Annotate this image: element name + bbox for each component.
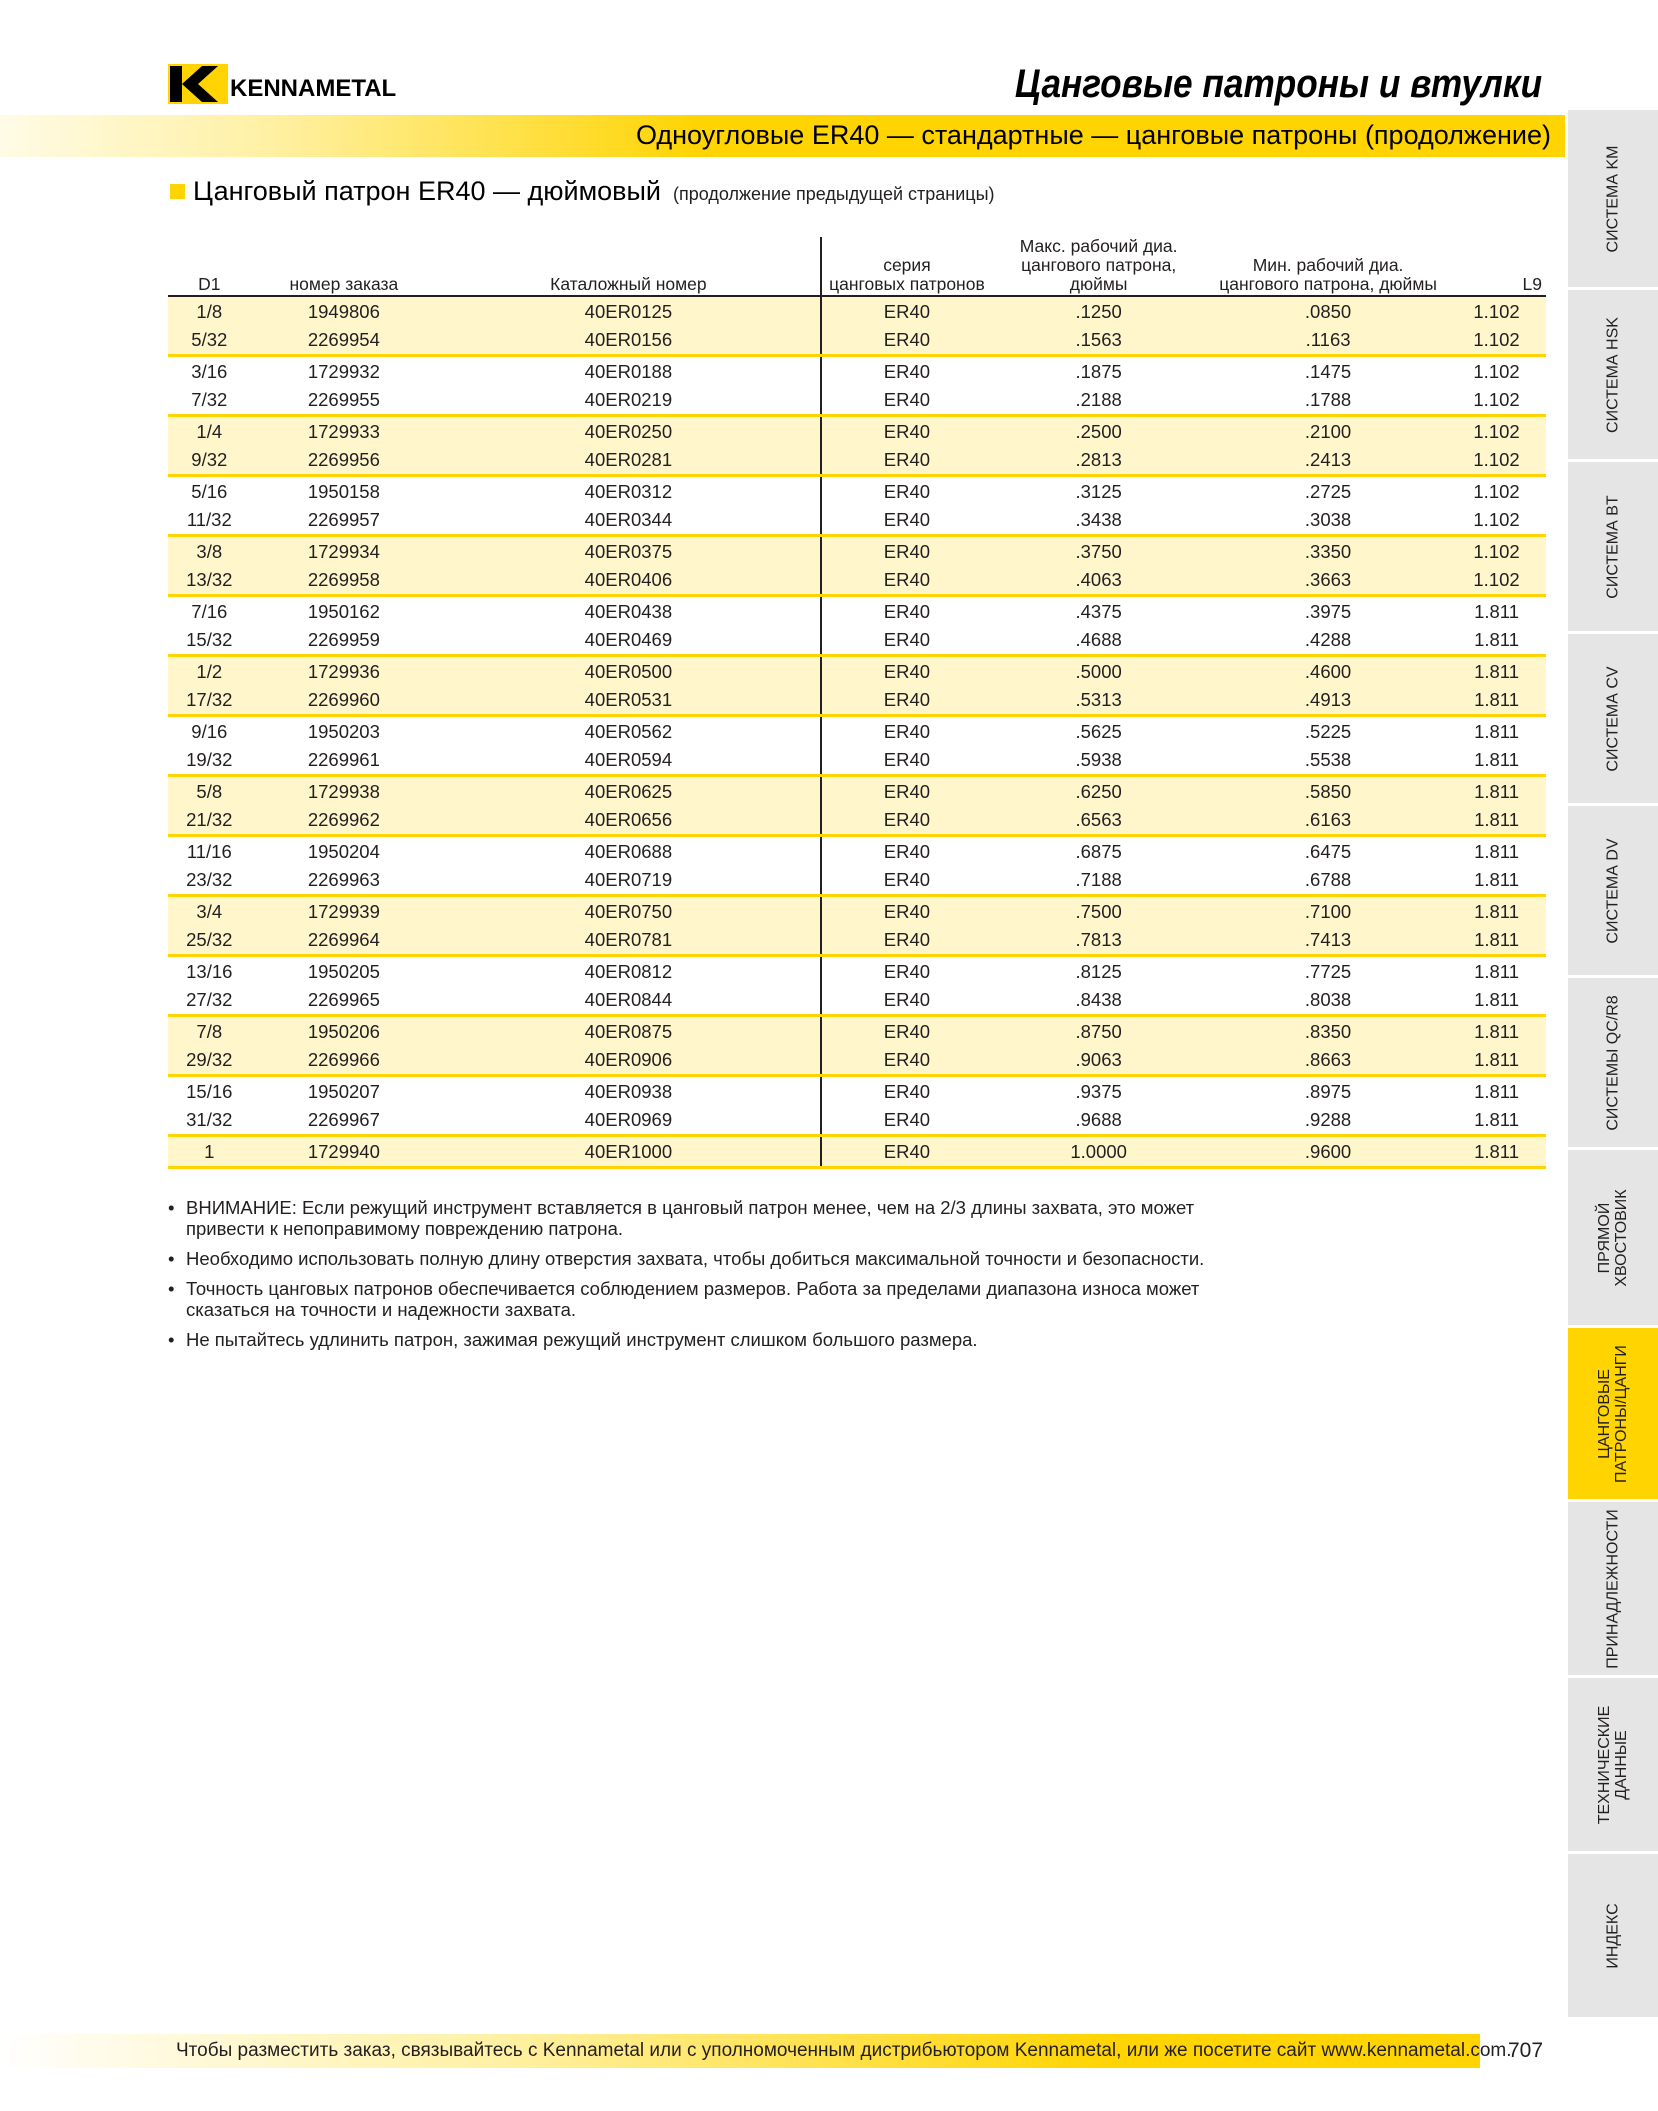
cell-catalog: 40ER0906 — [437, 1046, 820, 1076]
sidebar-tab[interactable] — [1568, 110, 1658, 290]
cell-d1: 29/32 — [168, 1046, 251, 1076]
cell-l9: 1.102 — [1451, 536, 1546, 567]
sidebar-tab-label: СИСТЕМА BT — [1604, 494, 1622, 599]
cell-series: ER40 — [821, 776, 993, 807]
sidebar-tab-label: ПРИНАДЛЕЖНОСТИ — [1604, 1508, 1622, 1669]
header-order-number: номер заказа — [251, 237, 438, 296]
cell-max: .4688 — [992, 626, 1205, 656]
cell-min: .8975 — [1205, 1076, 1451, 1107]
table-row — [168, 506, 1546, 536]
table-row — [168, 416, 1546, 447]
section-subtitle: (продолжение предыдущей страницы) — [673, 184, 995, 204]
cell-order: 1950204 — [251, 836, 438, 867]
table-row — [168, 956, 1546, 987]
cell-d1: 3/4 — [168, 896, 251, 927]
cell-max: .6875 — [992, 836, 1205, 867]
banner-title: Одноугловые ER40 — стандартные — цанговые патроны (продолжение) — [635, 120, 1551, 150]
sidebar-tab-label: СИСТЕМЫ QC/R8 — [1604, 994, 1622, 1131]
table-row — [168, 776, 1546, 807]
cell-order: 1950158 — [251, 476, 438, 507]
table-row — [168, 1016, 1546, 1047]
cell-series: ER40 — [821, 656, 993, 687]
cell-max: .3438 — [992, 506, 1205, 536]
cell-min: .2725 — [1205, 476, 1451, 507]
cell-order: 2269958 — [251, 566, 438, 596]
cell-series: ER40 — [821, 416, 993, 447]
sidebar-tab[interactable] — [1568, 1328, 1658, 1502]
cell-d1: 13/16 — [168, 956, 251, 987]
cell-min: .3663 — [1205, 566, 1451, 596]
table-row — [168, 1136, 1546, 1168]
cell-catalog: 40ER1000 — [437, 1136, 820, 1168]
footer-text: Чтобы разместить заказ, связывайтесь с Kennametal или с уполномоченным дистрибьютором Kennametal, или же посетите сайт www.kennametal.com. — [176, 2040, 1512, 2061]
cell-min: .8038 — [1205, 986, 1451, 1016]
cell-d1: 13/32 — [168, 566, 251, 596]
cell-catalog: 40ER0125 — [437, 296, 820, 326]
page-title: Цанговые патроны и втулки — [1014, 62, 1542, 106]
cell-series: ER40 — [821, 1136, 993, 1168]
cell-l9: 1.811 — [1451, 776, 1546, 807]
cell-d1: 15/32 — [168, 626, 251, 656]
section-title: Цанговый патрон ER40 — дюймовый — [193, 176, 661, 206]
cell-order: 2269954 — [251, 326, 438, 356]
row-group — [168, 416, 1546, 476]
cell-max: .8125 — [992, 956, 1205, 987]
header-d1: D1 — [168, 237, 251, 296]
cell-catalog: 40ER0406 — [437, 566, 820, 596]
cell-order: 1729933 — [251, 416, 438, 447]
cell-series: ER40 — [821, 866, 993, 896]
cell-min: .9600 — [1205, 1136, 1451, 1168]
cell-catalog: 40ER0531 — [437, 686, 820, 716]
cell-min: .7413 — [1205, 926, 1451, 956]
row-group — [168, 956, 1546, 1016]
table-row — [168, 1046, 1546, 1076]
cell-max: .9063 — [992, 1046, 1205, 1076]
cell-series: ER40 — [821, 506, 993, 536]
cell-d1: 11/16 — [168, 836, 251, 867]
note-item: • Необходимо использовать полную длину отверстия захвата, чтобы добиться максимальной точности и безопасности. — [168, 1248, 1248, 1269]
cell-series: ER40 — [821, 1016, 993, 1047]
cell-l9: 1.102 — [1451, 506, 1546, 536]
cell-catalog: 40ER0188 — [437, 356, 820, 387]
row-group — [168, 656, 1546, 716]
cell-d1: 23/32 — [168, 866, 251, 896]
row-group — [168, 536, 1546, 596]
sidebar-tab[interactable] — [1568, 1854, 1658, 2020]
cell-min: .3975 — [1205, 596, 1451, 627]
cell-series: ER40 — [821, 926, 993, 956]
cell-catalog: 40ER0438 — [437, 596, 820, 627]
row-group — [168, 296, 1546, 356]
cell-order: 1729940 — [251, 1136, 438, 1168]
row-group — [168, 776, 1546, 836]
cell-catalog: 40ER0781 — [437, 926, 820, 956]
cell-l9: 1.811 — [1451, 896, 1546, 927]
cell-series: ER40 — [821, 626, 993, 656]
yellow-square-icon — [170, 184, 185, 199]
cell-catalog: 40ER0500 — [437, 656, 820, 687]
cell-series: ER40 — [821, 386, 993, 416]
table-row — [168, 866, 1546, 896]
header-catalog-number: Каталожный номер — [437, 237, 820, 296]
cell-series: ER40 — [821, 566, 993, 596]
cell-max: .5938 — [992, 746, 1205, 776]
cell-max: .6563 — [992, 806, 1205, 836]
cell-series: ER40 — [821, 746, 993, 776]
cell-l9: 1.811 — [1451, 986, 1546, 1016]
cell-l9: 1.811 — [1451, 1046, 1546, 1076]
row-group — [168, 836, 1546, 896]
cell-series: ER40 — [821, 356, 993, 387]
cell-order: 1729939 — [251, 896, 438, 927]
cell-min: .5538 — [1205, 746, 1451, 776]
cell-max: 1.0000 — [992, 1136, 1205, 1168]
collet-chuck-table — [168, 237, 1546, 1169]
cell-series: ER40 — [821, 296, 993, 326]
cell-min: .1788 — [1205, 386, 1451, 416]
cell-l9: 1.811 — [1451, 926, 1546, 956]
cell-catalog: 40ER0594 — [437, 746, 820, 776]
header-min-diameter: Мин. рабочий диа. цангового патрона, дюймы — [1205, 237, 1451, 296]
cell-order: 1950203 — [251, 716, 438, 747]
cell-min: .7100 — [1205, 896, 1451, 927]
table-row — [168, 836, 1546, 867]
table-row — [168, 596, 1546, 627]
cell-min: .2413 — [1205, 446, 1451, 476]
cell-d1: 27/32 — [168, 986, 251, 1016]
cell-min: .4288 — [1205, 626, 1451, 656]
cell-max: .1875 — [992, 356, 1205, 387]
cell-min: .7725 — [1205, 956, 1451, 987]
cell-max: .5000 — [992, 656, 1205, 687]
table-row — [168, 686, 1546, 716]
table-row — [168, 626, 1546, 656]
cell-catalog: 40ER0250 — [437, 416, 820, 447]
section-banner — [0, 115, 1565, 157]
cell-d1: 31/32 — [168, 1106, 251, 1136]
cell-series: ER40 — [821, 686, 993, 716]
cell-min: .1163 — [1205, 326, 1451, 356]
cell-order: 2269964 — [251, 926, 438, 956]
cell-min: .9288 — [1205, 1106, 1451, 1136]
cell-max: .7188 — [992, 866, 1205, 896]
cell-series: ER40 — [821, 1046, 993, 1076]
sidebar-tab-label: ТЕХНИЧЕСКИЕ ДАННЫЕ — [1596, 1705, 1630, 1824]
cell-catalog: 40ER0750 — [437, 896, 820, 927]
cell-min: .6788 — [1205, 866, 1451, 896]
table-row — [168, 386, 1546, 416]
cell-max: .3750 — [992, 536, 1205, 567]
cell-d1: 1/8 — [168, 296, 251, 326]
cell-catalog: 40ER0375 — [437, 536, 820, 567]
sidebar-tab-label: ЦАНГОВЫЕ ПАТРОНЫ/ЦАНГИ — [1596, 1344, 1630, 1483]
cell-order: 2269963 — [251, 866, 438, 896]
cell-l9: 1.102 — [1451, 356, 1546, 387]
cell-l9: 1.811 — [1451, 746, 1546, 776]
cell-catalog: 40ER0875 — [437, 1016, 820, 1047]
row-group — [168, 356, 1546, 416]
cell-l9: 1.811 — [1451, 656, 1546, 687]
cell-d1: 1/2 — [168, 656, 251, 687]
cell-l9: 1.102 — [1451, 296, 1546, 326]
row-group — [168, 596, 1546, 656]
cell-d1: 5/16 — [168, 476, 251, 507]
cell-order: 1729938 — [251, 776, 438, 807]
table-row — [168, 446, 1546, 476]
cell-order: 2269965 — [251, 986, 438, 1016]
cell-l9: 1.811 — [1451, 626, 1546, 656]
cell-max: .9688 — [992, 1106, 1205, 1136]
cell-max: .4375 — [992, 596, 1205, 627]
sidebar-tab[interactable] — [1568, 290, 1658, 462]
table-row — [168, 296, 1546, 326]
sidebar-tab-label: СИСТЕМА HSK — [1604, 316, 1622, 433]
cell-min: .6163 — [1205, 806, 1451, 836]
cell-min: .5225 — [1205, 716, 1451, 747]
cell-order: 1950205 — [251, 956, 438, 987]
sidebar-tab-label: ПРЯМОЙ ХВОСТОВИК — [1596, 1188, 1630, 1287]
cell-l9: 1.811 — [1451, 686, 1546, 716]
cell-order: 1950206 — [251, 1016, 438, 1047]
cell-catalog: 40ER0562 — [437, 716, 820, 747]
cell-l9: 1.811 — [1451, 1136, 1546, 1168]
cell-l9: 1.811 — [1451, 1076, 1546, 1107]
cell-d1: 3/16 — [168, 356, 251, 387]
cell-order: 2269960 — [251, 686, 438, 716]
cell-series: ER40 — [821, 716, 993, 747]
sidebar-tab-label: СИСТЕМА CV — [1604, 665, 1622, 772]
cell-order: 2269955 — [251, 386, 438, 416]
table-row — [168, 806, 1546, 836]
cell-catalog: 40ER0469 — [437, 626, 820, 656]
note-item: • ВНИМАНИЕ: Если режущий инструмент вставляется в цанговый патрон менее, чем на 2/3 длины захвата, это может привести к непоправимому повреждению патрона. — [168, 1197, 1248, 1239]
cell-order: 1729934 — [251, 536, 438, 567]
cell-l9: 1.811 — [1451, 716, 1546, 747]
cell-d1: 19/32 — [168, 746, 251, 776]
cell-l9: 1.811 — [1451, 836, 1546, 867]
cell-max: .4063 — [992, 566, 1205, 596]
cell-series: ER40 — [821, 1076, 993, 1107]
row-group — [168, 476, 1546, 536]
cell-series: ER40 — [821, 1106, 993, 1136]
sidebar-tab[interactable] — [1568, 1678, 1658, 1854]
cell-max: .6250 — [992, 776, 1205, 807]
cell-d1: 21/32 — [168, 806, 251, 836]
cell-d1: 7/32 — [168, 386, 251, 416]
cell-max: .2188 — [992, 386, 1205, 416]
section-heading — [170, 176, 995, 207]
cell-series: ER40 — [821, 836, 993, 867]
cell-max: .7500 — [992, 896, 1205, 927]
sidebar-tab[interactable] — [1568, 634, 1658, 806]
cell-catalog: 40ER0281 — [437, 446, 820, 476]
cell-l9: 1.102 — [1451, 416, 1546, 447]
cell-max: .5625 — [992, 716, 1205, 747]
cell-catalog: 40ER0156 — [437, 326, 820, 356]
cell-d1: 9/32 — [168, 446, 251, 476]
table-row — [168, 926, 1546, 956]
cell-order: 1729936 — [251, 656, 438, 687]
cell-catalog: 40ER0219 — [437, 386, 820, 416]
table-row — [168, 716, 1546, 747]
cell-order: 2269959 — [251, 626, 438, 656]
cell-max: .7813 — [992, 926, 1205, 956]
section-sidebar — [1568, 110, 1658, 2020]
cell-max: .3125 — [992, 476, 1205, 507]
cell-order: 1949806 — [251, 296, 438, 326]
cell-catalog: 40ER0688 — [437, 836, 820, 867]
row-group — [168, 1136, 1546, 1168]
cell-max: .9375 — [992, 1076, 1205, 1107]
cell-l9: 1.102 — [1451, 476, 1546, 507]
cell-order: 2269957 — [251, 506, 438, 536]
cell-min: .1475 — [1205, 356, 1451, 387]
cell-series: ER40 — [821, 476, 993, 507]
row-group — [168, 716, 1546, 776]
table-row — [168, 476, 1546, 507]
brand-name: KENNAMETAL — [230, 75, 397, 102]
cell-series: ER40 — [821, 326, 993, 356]
cell-l9: 1.811 — [1451, 806, 1546, 836]
cell-catalog: 40ER0656 — [437, 806, 820, 836]
cell-catalog: 40ER0938 — [437, 1076, 820, 1107]
cell-catalog: 40ER0625 — [437, 776, 820, 807]
cell-d1: 17/32 — [168, 686, 251, 716]
table-row — [168, 746, 1546, 776]
table-row — [168, 896, 1546, 927]
cell-max: .1250 — [992, 296, 1205, 326]
table-row — [168, 1076, 1546, 1107]
page-number: 707 — [1508, 2039, 1544, 2062]
cell-min: .5850 — [1205, 776, 1451, 807]
cell-order: 1729932 — [251, 356, 438, 387]
cell-series: ER40 — [821, 536, 993, 567]
header-max-diameter: Макс. рабочий диа. цангового патрона, дюймы — [992, 237, 1205, 296]
cell-order: 1950207 — [251, 1076, 438, 1107]
cell-order: 2269966 — [251, 1046, 438, 1076]
cell-min: .6475 — [1205, 836, 1451, 867]
sidebar-tab[interactable] — [1568, 1502, 1658, 1678]
cell-catalog: 40ER0344 — [437, 506, 820, 536]
sidebar-tab-label: СИСТЕМА DV — [1604, 837, 1622, 944]
kennametal-k-icon — [168, 64, 228, 104]
cell-d1: 1 — [168, 1136, 251, 1168]
cell-max: .1563 — [992, 326, 1205, 356]
cell-order: 1950162 — [251, 596, 438, 627]
kennametal-logo — [168, 64, 396, 104]
cell-d1: 5/8 — [168, 776, 251, 807]
sidebar-tab[interactable] — [1568, 462, 1658, 634]
cell-catalog: 40ER0844 — [437, 986, 820, 1016]
cell-catalog: 40ER0719 — [437, 866, 820, 896]
cell-l9: 1.102 — [1451, 446, 1546, 476]
cell-series: ER40 — [821, 806, 993, 836]
cell-max: .2813 — [992, 446, 1205, 476]
note-item: • Не пытайтесь удлинить патрон, зажимая режущий инструмент слишком большого размера. — [168, 1329, 1248, 1350]
table-row — [168, 536, 1546, 567]
table-row — [168, 656, 1546, 687]
cell-order: 2269962 — [251, 806, 438, 836]
sidebar-tab-label: ИНДЕКС — [1604, 1902, 1622, 1969]
cell-min: .8350 — [1205, 1016, 1451, 1047]
cell-series: ER40 — [821, 596, 993, 627]
cell-max: .8750 — [992, 1016, 1205, 1047]
cell-series: ER40 — [821, 986, 993, 1016]
cell-l9: 1.811 — [1451, 866, 1546, 896]
cell-d1: 1/4 — [168, 416, 251, 447]
cell-d1: 5/32 — [168, 326, 251, 356]
cell-d1: 7/16 — [168, 596, 251, 627]
cell-min: .0850 — [1205, 296, 1451, 326]
cell-l9: 1.102 — [1451, 566, 1546, 596]
cell-d1: 15/16 — [168, 1076, 251, 1107]
row-group — [168, 1016, 1546, 1076]
row-group — [168, 1076, 1546, 1136]
cell-d1: 11/32 — [168, 506, 251, 536]
table-row — [168, 356, 1546, 387]
cell-order: 2269961 — [251, 746, 438, 776]
cell-l9: 1.102 — [1451, 326, 1546, 356]
cell-min: .8663 — [1205, 1046, 1451, 1076]
sidebar-tab-label: СИСТЕМА KM — [1604, 145, 1622, 252]
cell-max: .2500 — [992, 416, 1205, 447]
cell-d1: 3/8 — [168, 536, 251, 567]
cell-order: 2269956 — [251, 446, 438, 476]
sidebar-tab[interactable] — [1568, 806, 1658, 978]
cell-d1: 9/16 — [168, 716, 251, 747]
cell-l9: 1.811 — [1451, 956, 1546, 987]
table-row — [168, 326, 1546, 356]
row-group — [168, 896, 1546, 956]
cell-l9: 1.102 — [1451, 386, 1546, 416]
sidebar-tab[interactable] — [1568, 978, 1658, 1150]
notes-list — [168, 1197, 1248, 1359]
cell-catalog: 40ER0812 — [437, 956, 820, 987]
table-header-row — [168, 237, 1546, 296]
cell-min: .3038 — [1205, 506, 1451, 536]
cell-min: .4600 — [1205, 656, 1451, 687]
table-row — [168, 566, 1546, 596]
cell-min: .4913 — [1205, 686, 1451, 716]
cell-series: ER40 — [821, 896, 993, 927]
cell-l9: 1.811 — [1451, 1106, 1546, 1136]
cell-series: ER40 — [821, 956, 993, 987]
sidebar-tab[interactable] — [1568, 1150, 1658, 1328]
cell-series: ER40 — [821, 446, 993, 476]
cell-min: .2100 — [1205, 416, 1451, 447]
header-l9: L9 — [1451, 237, 1546, 296]
cell-d1: 7/8 — [168, 1016, 251, 1047]
cell-catalog: 40ER0969 — [437, 1106, 820, 1136]
header-series: серия цанговых патронов — [821, 237, 993, 296]
table-row — [168, 1106, 1546, 1136]
note-item: • Точность цанговых патронов обеспечивается соблюдением размеров. Работа за пределами диапазона износа может сказаться на точности и надежности захвата. — [168, 1278, 1248, 1320]
cell-l9: 1.811 — [1451, 1016, 1546, 1047]
cell-max: .5313 — [992, 686, 1205, 716]
cell-max: .8438 — [992, 986, 1205, 1016]
cell-catalog: 40ER0312 — [437, 476, 820, 507]
cell-min: .3350 — [1205, 536, 1451, 567]
cell-order: 2269967 — [251, 1106, 438, 1136]
cell-d1: 25/32 — [168, 926, 251, 956]
table-row — [168, 986, 1546, 1016]
cell-l9: 1.811 — [1451, 596, 1546, 627]
